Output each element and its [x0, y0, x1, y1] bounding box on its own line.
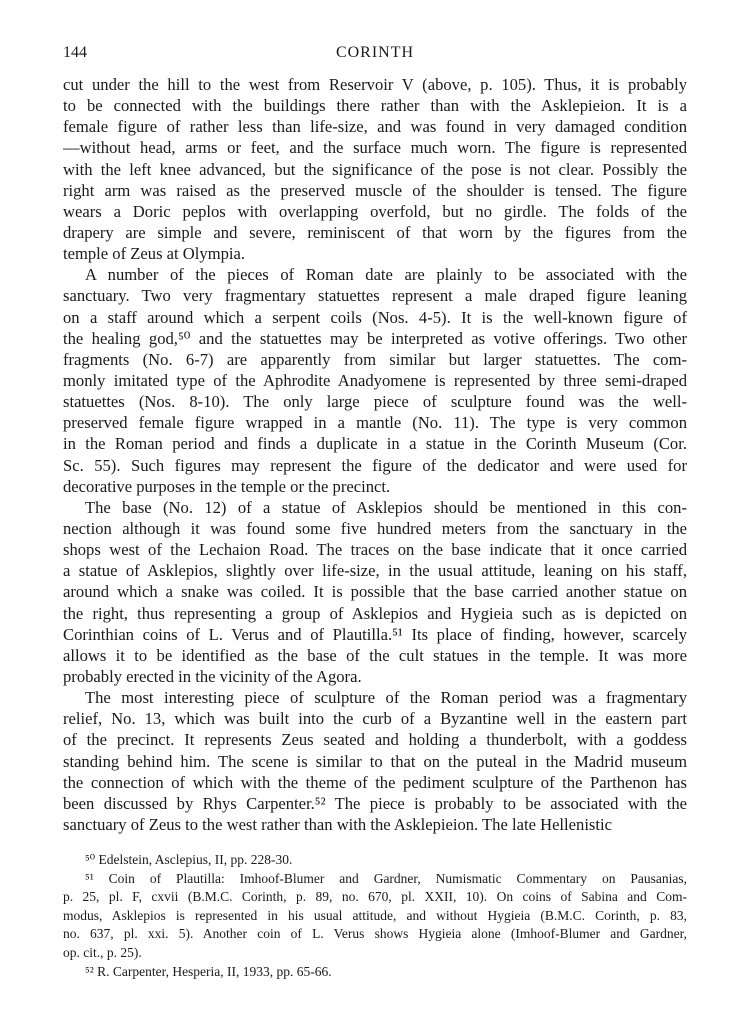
footnote — [63, 870, 687, 963]
page-number: 144 — [63, 44, 87, 61]
text-line: the right, thus representing a group of Asklepios and Hygieia such as is depicted on — [63, 603, 687, 623]
text-line: nection although it was found some five hundred meters from the sanctuary in the — [63, 518, 687, 538]
text-line: fragments (No. 6-7) are apparently from similar but larger statuettes. The com- — [63, 349, 687, 369]
text-line: preserved female figure wrapped in a mantle (No. 11). The type is very common — [63, 413, 687, 433]
paragraph — [63, 74, 687, 264]
footnote-line: modus, Asklepios is represented in his usual attitude, and without Hygieia (B.M.C. Corinth, p. 83, — [63, 907, 687, 923]
text-line: The base (No. 12) of a statue of Asklepios should be mentioned in this con- — [85, 497, 687, 517]
footnote-line: ⁵¹ Coin of Plautilla: Imhoof-Blumer and Gardner, Numismatic Commentary on Pausanias, — [85, 870, 687, 886]
footnote-line: op. cit., p. 25). — [63, 944, 142, 960]
running-head: CORINTH — [335, 44, 415, 61]
text-line: right arm was raised as the preserved muscle of the shoulder is tensed. The figure — [63, 180, 687, 200]
text-line: standing behind him. The scene is similar to that on the puteal in the Madrid museum — [63, 751, 687, 771]
text-line: the connection of which with the theme of the pediment sculpture of the Parthenon has — [63, 772, 687, 792]
footnote-line: ⁵⁰ Edelstein, Asclepius, II, pp. 228-30. — [85, 852, 293, 867]
text-line: decorative purposes in the temple or the precinct. — [63, 476, 391, 496]
main-text — [63, 74, 687, 835]
text-line: to be connected with the buildings there rather than with the Asklepieion. It is a — [63, 96, 687, 116]
text-line: monly imitated type of the Aphrodite Anadyomene is represented by three semi-draped — [63, 370, 687, 390]
text-line: probably erected in the vicinity of the Agora. — [63, 666, 362, 686]
text-line: a statue of Asklepios, slightly over life-size, in the usual attitude, leaning on his staff, — [63, 561, 687, 581]
footnote-line: ⁵² R. Carpenter, Hesperia, II, 1933, pp. 65-66. — [85, 963, 332, 979]
footnote-line: p. 25, pl. F, cxvii (B.M.C. Corinth, p. 89, no. 670, pl. XXII, 10). On coins of Sabina and Com- — [63, 889, 687, 905]
text-line: The most interesting piece of sculpture of the Roman period was a fragmentary — [85, 688, 687, 708]
text-line: A number of the pieces of Roman date are plainly to be associated with the — [85, 265, 687, 285]
footnote — [63, 963, 687, 982]
paragraph — [63, 497, 687, 687]
text-line: drapery are simple and severe, reminiscent of that worn by the figures from the — [63, 222, 687, 242]
text-line: relief, No. 13, which was built into the curb of a Byzantine well in the eastern part — [63, 709, 687, 729]
text-line: in the Roman period and finds a duplicate in a statue in the Corinth Museum (Cor. — [63, 434, 687, 454]
text-line: female figure of rather less than life-size, and was found in very damaged condition — [63, 117, 687, 137]
text-line: shops west of the Lechaion Road. The traces on the base indicate that it once carried — [63, 540, 687, 560]
text-line: Sc. 55). Such figures may represent the figure of the dedicator and were used for — [63, 455, 687, 475]
text-line: on a staff around which a serpent coils (Nos. 4-5). It is the well-known figure of — [63, 307, 687, 327]
text-line: statuettes (Nos. 8-10). The only large piece of sculpture found was the well- — [63, 392, 687, 412]
text-line: sanctuary. Two very fragmentary statuettes represent a male draped figure leaning — [63, 286, 687, 306]
footnotes — [63, 851, 687, 981]
text-line: allows it to be identified as the base of the cult statues in the temple. It was more — [63, 645, 687, 665]
paragraph — [63, 264, 687, 497]
text-line: been discussed by Rhys Carpenter.⁵² The piece is probably to be associated with the — [63, 793, 687, 813]
footnote — [63, 851, 687, 870]
page-header — [63, 44, 687, 66]
text-line: with the left knee advanced, but the significance of the pose is not clear. Possibly the — [63, 159, 687, 179]
footnote-line: no. 637, pl. xxi. 5). Another coin of L. Verus shows Hygieia alone (Imhoof-Blumer and Gardner, — [63, 926, 687, 942]
text-line: wears a Doric peplos with overlapping overfold, but no girdle. The folds of the — [63, 201, 687, 221]
text-line: temple of Zeus at Olympia. — [63, 244, 246, 264]
text-line: —without head, arms or feet, and the surface much worn. The figure is represented — [63, 138, 687, 158]
text-line: the healing god,⁵⁰ and the statuettes may be interpreted as votive offerings. Two other — [63, 328, 687, 348]
text-line: sanctuary of Zeus to the west rather than with the Asklepieion. The late Hellenistic — [63, 814, 612, 834]
text-line: around which a snake was coiled. It is possible that the base carried another statue on — [63, 582, 687, 602]
paragraph — [63, 687, 687, 835]
text-line: Corinthian coins of L. Verus and of Plautilla.⁵¹ Its place of finding, however, scarcely — [63, 624, 687, 644]
text-line: cut under the hill to the west from Reservoir V (above, p. 105). Thus, it is probably — [63, 75, 687, 94]
text-line: of the precinct. It represents Zeus seated and holding a thunderbolt, with a goddess — [63, 730, 687, 750]
